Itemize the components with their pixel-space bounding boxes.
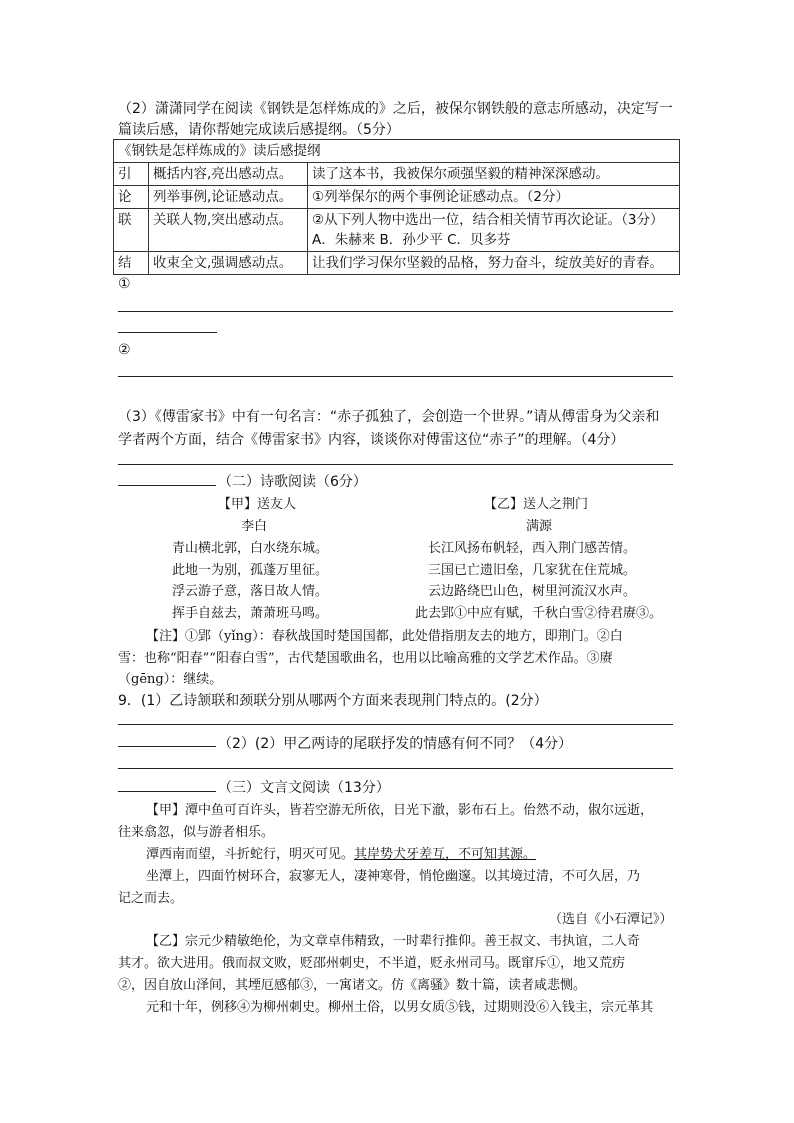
answer-line[interactable]: [118, 464, 673, 465]
poetry-heading: （二）诗歌阅读（6分）: [218, 474, 367, 490]
classical-text-part: 潭西南而望，斗折蛇行，明灭可见。: [146, 847, 355, 862]
poem-yi-line: 长江风扬布帆轻，西入荆门感苦情。: [428, 541, 637, 556]
poem-yi-author: 满源: [526, 519, 553, 534]
poem-jia-line: 青山横北郭，白水绕东城。: [172, 541, 329, 556]
q9-part2: （2）(2）甲乙两诗的尾联抒发的情感有何不同？（4分）: [218, 736, 573, 752]
table-title-row: [114, 140, 680, 163]
underlined-sentence: 其岸势犬牙差互，不可知其源。: [354, 847, 537, 862]
q3-line1: （3）《傅雷家书》中有一句名言：“赤子孤独了，会创造一个世界。”请从傅雷身为父亲和: [118, 409, 660, 425]
outline-table: [113, 139, 680, 275]
classical-text: 【乙】宗元少精敏绝伦，为文章卓伟精致，一时辈行推仰。善王叔文、韦执谊，二人奇: [146, 934, 641, 949]
row-content: 读了这本书，我被保尔顽强坚毅的精神深深感动。: [308, 163, 680, 186]
classical-text: [146, 843, 536, 862]
row-key: 引: [114, 163, 149, 186]
answer-marker-2: ②: [118, 342, 131, 358]
q9-part1: 9．(1）乙诗颔联和颈联分别从哪两个方面来表现荆门特点的。(2分）: [118, 693, 548, 709]
row-method: 列举事例,论证感动点。: [149, 186, 308, 209]
table-row: [114, 252, 680, 275]
poem-yi-line: 三国已亡遗旧垒，几家犹在住荒城。: [428, 563, 637, 578]
poetry-note-2: 雪：也称“阳春”“阳春白雪”，古代楚国歌曲名，也用以比喻高雅的文学艺术作品。③赓: [118, 651, 613, 666]
row-key: 联: [114, 209, 149, 252]
row-content-options: A．朱赫来 B．孙少平 C．贝多芬: [312, 232, 511, 248]
classical-source: （选自《小石潭记》）: [549, 912, 673, 927]
classical-text: 记之而去。: [118, 891, 184, 906]
poetry-note-3: （gēng）：继续。: [118, 672, 223, 687]
score-blank[interactable]: [118, 791, 216, 792]
row-content: [308, 209, 680, 252]
score-blank[interactable]: [118, 746, 216, 747]
q2-line2: 篇读后感，请你帮她完成读后感提纲。（5分）: [118, 122, 400, 138]
poem-jia-title: 【甲】送友人: [218, 497, 297, 512]
row-key: 结: [114, 252, 149, 275]
table-row: [114, 163, 680, 186]
poem-yi-line: 云边路绕巴山色，树里河流汉水声。: [428, 584, 637, 599]
answer-line[interactable]: [118, 724, 673, 725]
row-content-line1: ②从下列人物中选出一位，结合相关情节再次论证。（3分）: [312, 212, 664, 228]
row-content: ①列举保尔的两个事例论证感动点。（2分）: [308, 186, 680, 209]
answer-line[interactable]: [118, 332, 217, 333]
q3-line2: 学者两个方面，结合《傅雷家书》内容，谈谈你对傅雷这位“赤子”的理解。（4分）: [118, 432, 625, 448]
poem-yi-title: 【乙】送人之荆门: [484, 497, 589, 512]
table-row: [114, 186, 680, 209]
classical-text: 【甲】潭中鱼可百许头，皆若空游无所依，日光下澈，影布石上。佁然不动，俶尔远逝，: [146, 803, 654, 818]
row-key: 论: [114, 186, 149, 209]
answer-marker-1: ①: [118, 276, 131, 292]
answer-line[interactable]: [118, 311, 673, 312]
q2-line1: （2）潇潇同学在阅读《钢铁是怎样炼成的》之后，被保尔钢铁般的意志所感动，决定写一: [118, 101, 673, 117]
table-row: [114, 209, 680, 252]
row-method: 概括内容,亮出感动点。: [149, 163, 308, 186]
classical-text: 往来翕忽，似与游者相乐。: [118, 825, 275, 840]
classical-text: ②，因自放山泽间，其堙厄感郁③，一寓诸文。仿《离骚》数十篇，读者咸悲恻。: [118, 978, 587, 993]
row-content: 让我们学习保尔坚毅的品格，努力奋斗，绽放美好的青春。: [308, 252, 680, 275]
poem-jia-line: 挥手自兹去，萧萧班马鸣。: [172, 606, 329, 621]
row-method: 关联人物,突出感动点。: [149, 209, 308, 252]
poem-jia-line: 此地一为别，孤蓬万里征。: [172, 563, 329, 578]
poetry-note-1: 【注】①郢（yǐng）：春秋战国时楚国国都，此处借指朋友去的地方，即荆门。②白: [146, 629, 623, 644]
poem-jia-author: 李白: [241, 519, 268, 534]
answer-line[interactable]: [118, 768, 673, 769]
poem-yi-line: 此去郢①中应有赋，千秋白雪②待君赓③。: [415, 606, 663, 621]
score-blank[interactable]: [118, 485, 216, 486]
answer-line[interactable]: [118, 376, 673, 377]
table-title: 《钢铁是怎样炼成的》读后感提纲: [114, 140, 680, 163]
classical-text: 元和十年，例移④为柳州刺史。柳州土俗，以男女质⑤钱，过期则没⑥入钱主，宗元革其: [146, 1000, 654, 1015]
poem-jia-line: 浮云游子意，落日故人情。: [172, 584, 329, 599]
classical-heading: （三）文言文阅读（13分）: [218, 780, 390, 796]
classical-text: 其才。欲大进用。俄而叔文败，贬邵州刺史，不半道，贬永州司马。既窜斥①，地又荒疠: [118, 956, 626, 971]
classical-text: 坐潭上，四面竹树环合，寂寥无人，凄神寒骨，悄怆幽邃。以其境过清，不可久居，乃: [146, 869, 641, 884]
row-method: 收束全文,强调感动点。: [149, 252, 308, 275]
